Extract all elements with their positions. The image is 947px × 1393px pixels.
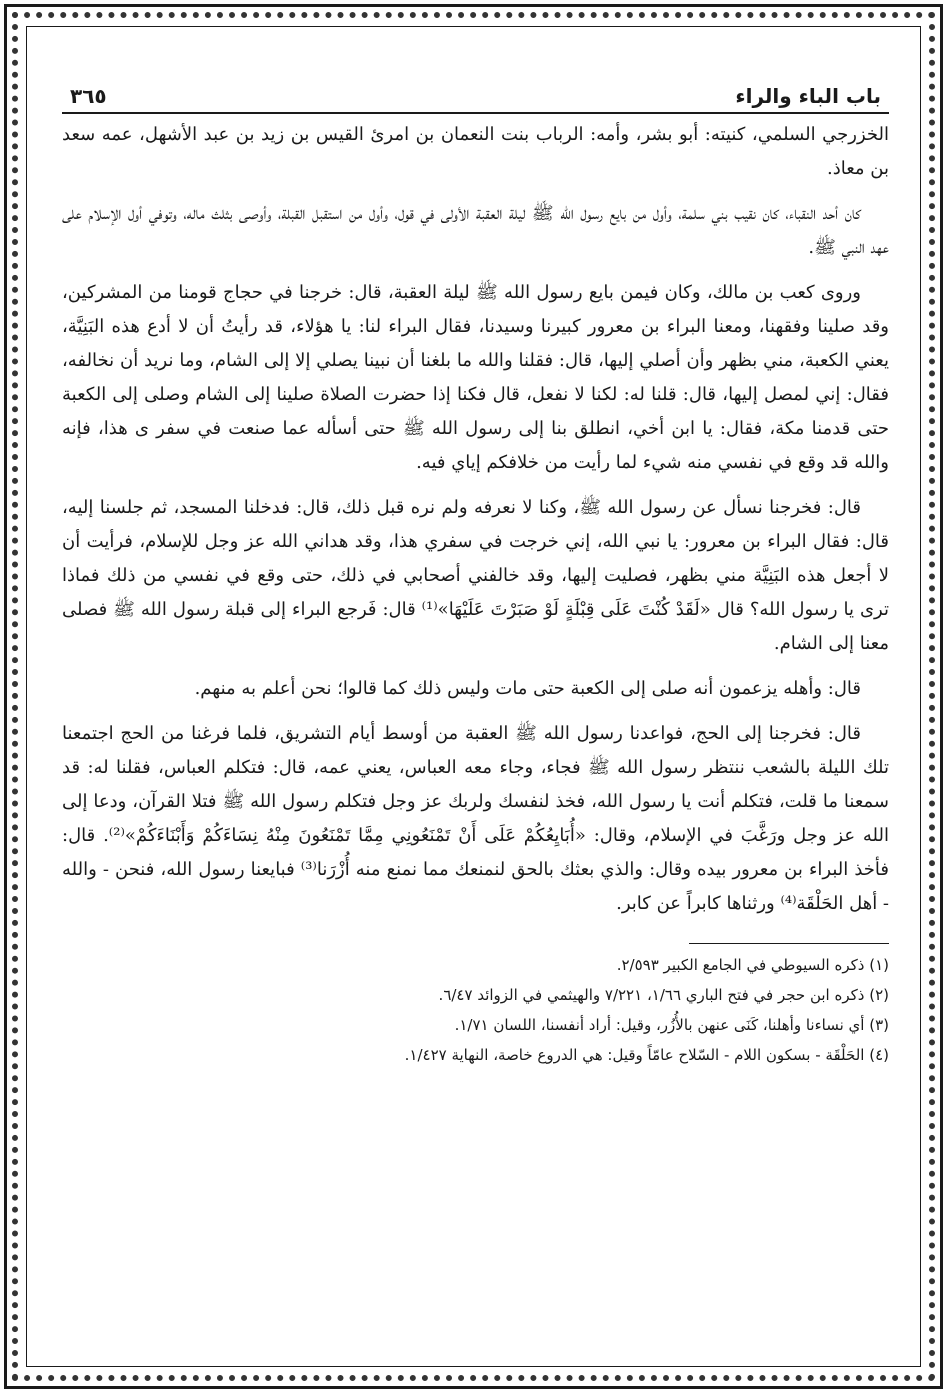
paragraph: قال: فخرجنا إلى الحج، فواعدنا رسول الله ﷺ العقبة من أوسط أيام التشريق، فلما فرغنا من الحج اجتمعنا تلك الليلة بالشعب ننتظر رسول الله ﷺ فجاء، وجاء معه العباس، يعني عمه، قال: فتكلم العباس، فقلنا له: قد سمعنا ما قلت، فتكلم أنت يا رسول الله، فخذ لنفسك ولربك عز وجل فتكلم رسول الله ﷺ فتلا القرآن، ودعا إلى الله عز وجل ورَغَّبَ في الإسلام، وقال: «أُبَايِعُكُمْ عَلَى أَنْ تَمْنَعُونِي مِمَّا تَمْنَعُونَ مِنْهُ نِسَاءَكُمْ وَأَبْنَاءَكُمْ»⁽²⁾. قال: فأخذ البراء بن معرور بيده وقال: والذي بعثك بالحق لنمنعك مما نمنع منه أُزْرَنا⁽³⁾ فبايعنا رسول الله، فنحن - والله - أهل الحَلْقَة⁽⁴⁾ ورثناها كابراً عن كابر. (62, 723, 889, 914)
footnote: (٣) أي نساءنا وأهلنا، كَنَى عنهن بالأُزُر، وقيل: أراد أنفسنا، اللسان ١/٧١. (454, 1016, 889, 1034)
page-number: ٣٦٥ (70, 84, 107, 108)
paragraph: وروى كعب بن مالك، وكان فيمن بايع رسول الله ﷺ ليلة العقبة، قال: خرجنا في حجاج قومنا من المشركين، وقد صلينا وفقهنا، ومعنا البراء بن معرور كبيرنا وسيدنا، فقال البراء لنا: يا هؤلاء، قد رأيتُ أن لا أدع هذه البَنِيَّة، يعني الكعبة، مني بظهر وأن أصلي إليها، قال: فقلنا والله ما بلغنا أن نبينا يصلي إلا إلى الشام، وما نريد أن نخالفه، فقال: إني لمصل إليها، قال: قلنا له: لكنا لا نفعل، قال فكنا إذا حضرت الصلاة صلينا إلى الشام وصلى إلى الكعبة حتى قدمنا مكة، فقال: يا ابن أخي، انطلق بنا إلى رسول الله ﷺ حتى أسأله عما صنعت في سفر ى هذا، فإنه والله قد وقع في نفسي منه شيء لما رأيت من خلافكم إياي فيه. (62, 282, 889, 473)
paragraph: الخزرجي السلمي، كنيته: أبو بشر، وأمه: الرباب بنت النعمان بن امرئ القيس بن زيد بن عبد الأشهل، عمه سعد بن معاذ. (62, 124, 889, 179)
footnote: (١) ذكره السيوطي في الجامع الكبير ٢/٥٩٣. (616, 956, 889, 974)
chapter-title: باب الباء والراء (735, 84, 881, 108)
book-page (62, 78, 889, 1353)
paragraph: قال: وأهله يزعمون أنه صلى إلى الكعبة حتى مات وليس ذلك كما قالوا؛ نحن أعلم به منهم. (194, 678, 861, 699)
footnote: (٤) الحَلْقَة - بسكون اللام - السّلاح عامّاً وقيل: هي الدروع خاصة، النهاية ١/٤٢٧. (404, 1046, 889, 1064)
paragraph: كان أحد النقباء، كان نقيب بني سلمة، وأول من بايع رسول الله ﷺ ليلة العقبة الأولى في قول، وأول من استقبل القبلة، وأوصى بثلث ماله، وتوفي أول الإسلام على عهد النبي ﷺ. (62, 203, 889, 258)
main-text (62, 118, 889, 921)
paragraph: قال: فخرجنا نسأل عن رسول الله ﷺ، وكنا لا نعرفه ولم نره قبل ذلك، قال: فدخلنا المسجد، ثم جلسنا إليه، قال: فقال البراء بن معرور: يا نبي الله، إني خرجت في سفري هذا، وقد هداني الله عز وجل للإسلام، فرأيت أن لا أجعل هذه البَنِيَّة مني بظهر، فصليت إليها، وقد خالفني أصحابي في ذلك، حتى وقع في نفسي من ذلك فماذا ترى يا رسول الله؟ قال «لَقَدْ كُنْتَ عَلَى قِبْلَةٍ لَوْ صَبَرْتَ عَلَيْهَا»⁽¹⁾ قال: فَرجع البراء إلى قبلة رسول الله ﷺ فصلى معنا إلى الشام. (62, 497, 889, 654)
footnotes (62, 950, 889, 1070)
page-header (62, 78, 889, 114)
footnote-divider (689, 943, 889, 944)
footnote: (٢) ذكره ابن حجر في فتح الباري ١/٦٦، ٧/٢٢١ والهيثمي في الزوائد ٦/٤٧. (438, 986, 889, 1004)
